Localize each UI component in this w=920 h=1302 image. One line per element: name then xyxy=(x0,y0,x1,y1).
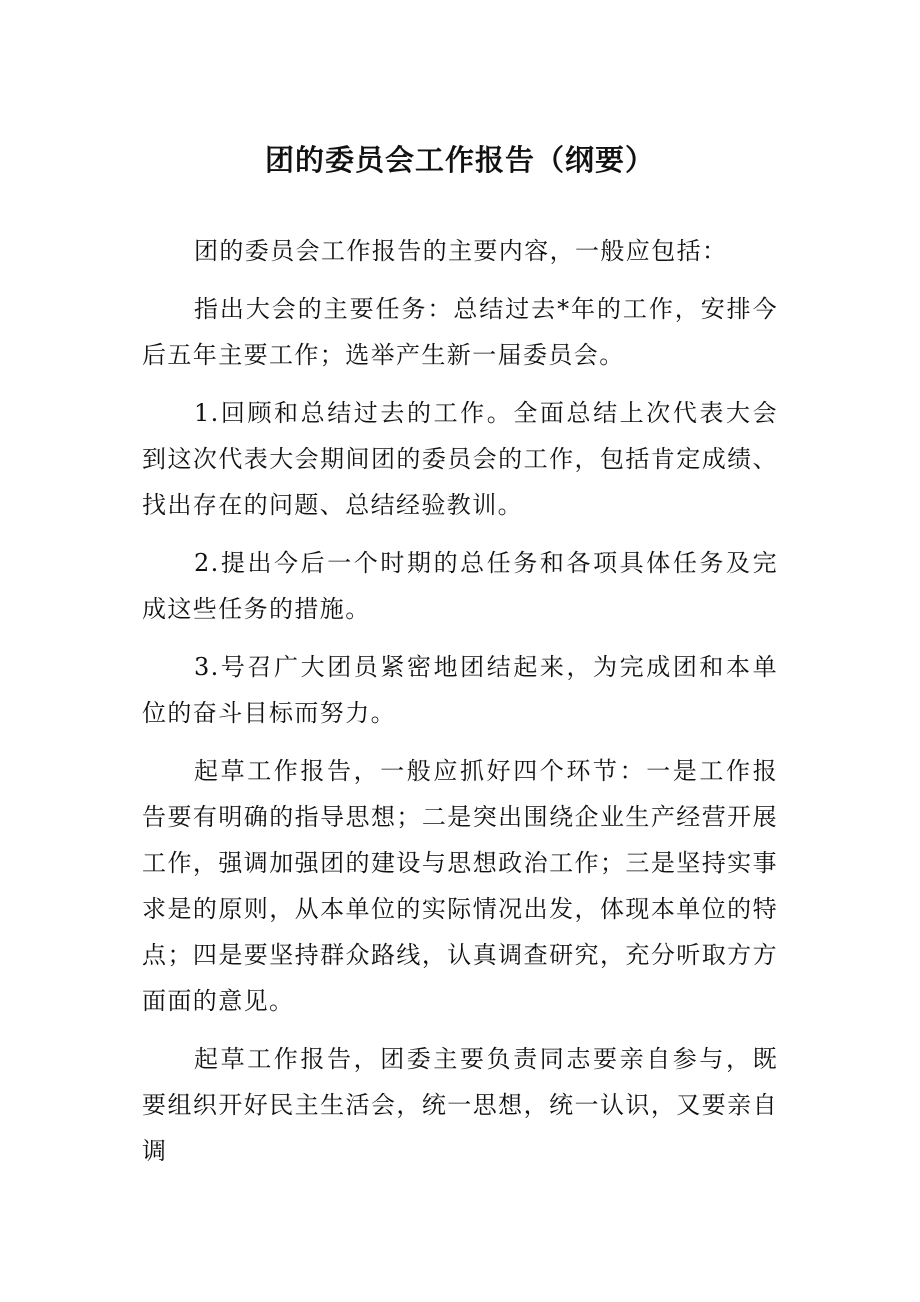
paragraph-drafting-leadership: 起草工作报告，团委主要负责同志要亲自参与，既要组织开好民主生活会，统一思想，统一认识，又要亲自调 xyxy=(142,1045,778,1165)
document-body xyxy=(142,228,778,1186)
paragraph-item-2: 2.提出今后一个时期的总任务和各项具体任务及完成这些任务的措施。 xyxy=(142,549,778,623)
paragraph-drafting-steps: 起草工作报告，一般应抓好四个环节：一是工作报告要有明确的指导思想；二是突出围绕企业生产经营开展工作，强调加强团的建设与思想政治工作；三是坚持实事求是的原则，从本单位的实际情况出发，体现本单位的特点；四是要坚持群众路线，认真调查研究，充分听取方方面面的意见。 xyxy=(142,757,778,1015)
paragraph-item-1: 1.回顾和总结过去的工作。全面总结上次代表大会到这次代表大会期间团的委员会的工作，包括肯定成绩、找出存在的问题、总结经验教训。 xyxy=(142,399,778,519)
document-title: 团的委员会工作报告（纲要） xyxy=(264,143,655,177)
paragraph-intro: 团的委员会工作报告的主要内容，一般应包括： xyxy=(194,237,728,265)
paragraph-main-tasks: 指出大会的主要任务：总结过去*年的工作，安排今后五年主要工作；选举产生新一届委员会。 xyxy=(142,295,778,369)
paragraph-item-3: 3.号召广大团员紧密地团结起来，为完成团和本单位的奋斗目标而努力。 xyxy=(142,653,778,727)
